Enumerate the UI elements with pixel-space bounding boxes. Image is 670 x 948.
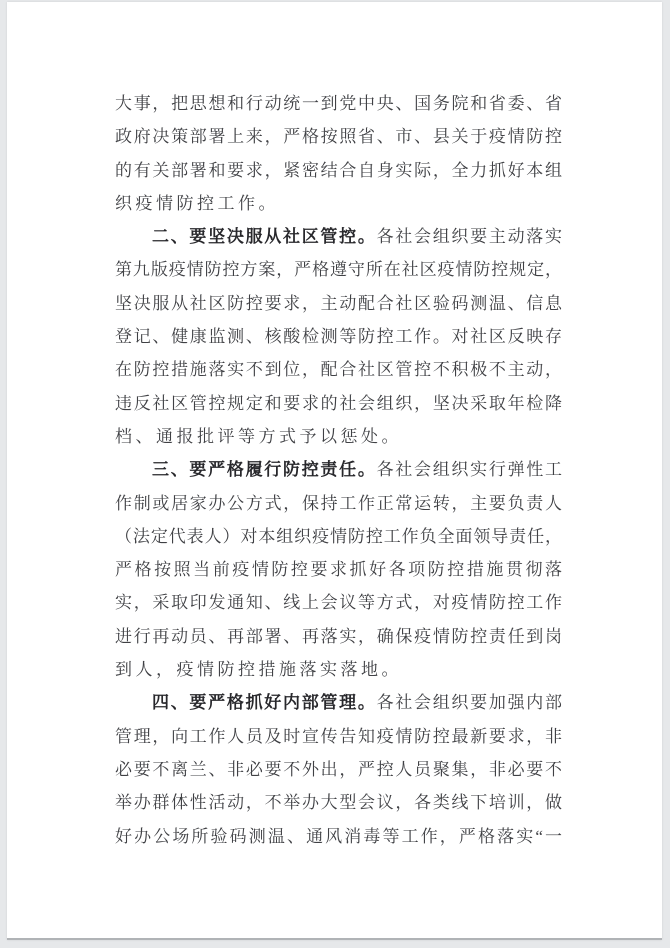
text-line: 必要不离兰、非必要不外出，严控人员聚集，非必要不	[115, 759, 562, 779]
paragraph-2	[115, 220, 562, 453]
text-line: 到人，疫情防控措施落实落地。	[115, 660, 402, 680]
text-line: 进行再动员、再部署、再落实，确保疫情防控责任到岗	[115, 626, 562, 646]
text-line: 违反社区管控规定和要求的社会组织，坚决采取年检降	[115, 393, 562, 413]
section-heading: 四、要严格抓好内部管理。	[152, 693, 377, 713]
text-line: 好办公场所验码测温、通风消毒等工作，严格落实“一	[115, 826, 562, 846]
text-line: 大事，把思想和行动统一到党中央、国务院和省委、省	[115, 94, 562, 113]
document-text	[115, 87, 562, 853]
text-line: 举办群体性活动，不举办大型会议，各类线下培训，做	[115, 793, 562, 813]
paragraph-4	[115, 686, 562, 852]
text-line: 的有关部署和要求，紧密结合自身实际，全力抓好本组	[115, 160, 562, 180]
text-line: （法定代表人）对本组织疫情防控工作负全面领导责任，	[115, 526, 562, 546]
heading-line-rest: 各社会组织实行弹性工	[376, 460, 562, 480]
text-line: 严格按照当前疫情防控要求抓好各项防控措施贯彻落	[115, 560, 562, 580]
section-heading: 三、要严格履行防控责任。	[152, 460, 377, 480]
text-line	[115, 686, 562, 719]
text-line: 管理，向工作人员及时宣传告知疫情防控最新要求，非	[115, 726, 562, 746]
text-line: 作制或居家办公方式，保持工作正常运转，主要负责人	[115, 493, 562, 513]
text-line: 在防控措施落实不到位，配合社区管控不积极不主动，	[115, 360, 562, 380]
text-line: 登记、健康监测、核酸检测等防控工作。对社区反映存	[115, 327, 562, 347]
text-line	[115, 220, 562, 253]
heading-line-rest: 各社会组织要主动落实	[376, 227, 562, 247]
text-line	[115, 453, 562, 486]
text-line: 档、通报批评等方式予以惩处。	[115, 426, 402, 446]
text-line: 政府决策部署上来，严格按照省、市、县关于疫情防控	[115, 127, 562, 147]
heading-line-rest: 各社会组织要加强内部	[376, 693, 562, 713]
text-line: 实，采取印发通知、线上会议等方式，对疫情防控工作	[115, 593, 562, 613]
text-line: 第九版疫情防控方案，严格遵守所在社区疫情防控规定，	[115, 260, 562, 280]
document-page	[7, 2, 662, 940]
text-line: 织疫情防控工作。	[115, 193, 279, 213]
paragraph-1	[115, 87, 562, 220]
text-line: 坚决服从社区防控要求，主动配合社区验码测温、信息	[115, 293, 562, 313]
section-heading: 二、要坚决服从社区管控。	[152, 227, 377, 247]
paragraph-3	[115, 453, 562, 686]
